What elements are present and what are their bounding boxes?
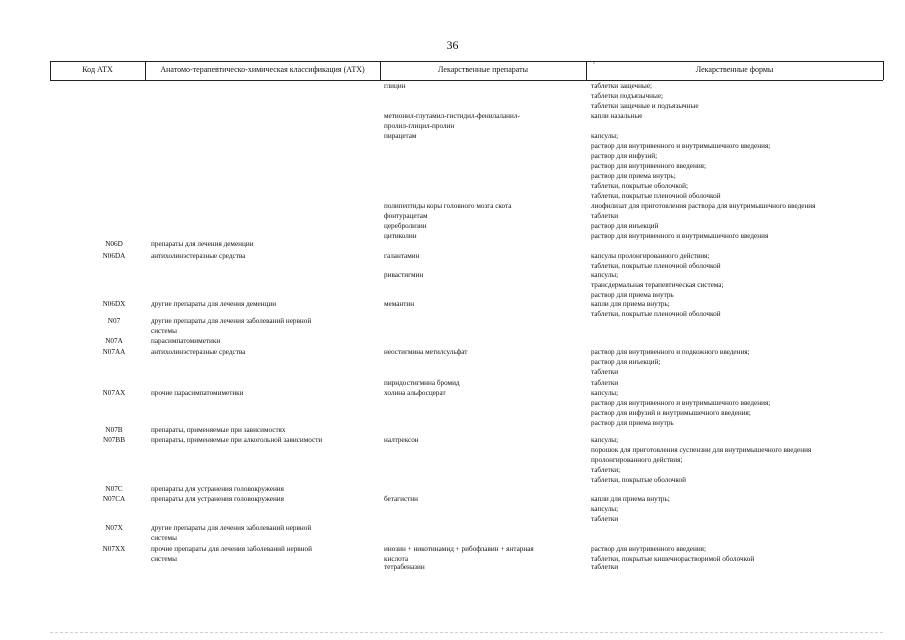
atc-code	[88, 425, 140, 435]
dosage-forms-line: раствор для инфузий и внутримышечного введения;	[591, 409, 751, 417]
atc-code	[88, 251, 140, 261]
drug-name-line: пирацетам	[384, 132, 417, 140]
drug-name-line: пиридостигмина бромид	[384, 379, 460, 387]
dosage-forms-line: таблетки подъязычные;	[591, 92, 664, 100]
dosage-forms-line: капсулы;	[591, 271, 619, 279]
atc-classification-line: другие препараты для лечения заболеваний нервной	[151, 317, 312, 325]
drug-name-line: фонтурацетам	[384, 212, 428, 220]
dosage-forms-line: раствор для инъекций	[591, 222, 659, 230]
drug-name	[384, 270, 584, 280]
dosage-forms	[591, 211, 881, 221]
atc-code-line: N06DX	[102, 300, 126, 308]
dosage-forms-line: раствор для приема внутрь;	[591, 172, 676, 180]
atc-code-line: N07BB	[103, 436, 125, 444]
atc-classification-line: системы	[151, 327, 177, 335]
atc-code-line: N07A	[105, 337, 123, 345]
drug-name	[384, 378, 584, 388]
dosage-forms-line: капли для приема внутрь;	[591, 300, 670, 308]
dosage-forms-line: капсулы;	[591, 436, 619, 444]
dosage-forms	[591, 378, 881, 388]
drug-name	[384, 494, 584, 504]
dosage-forms	[591, 251, 881, 271]
atc-code-line: N07B	[105, 426, 123, 434]
drug-name-line: инозин + никотинамид + рибофлавин + янтарная	[384, 545, 534, 553]
header-code: Код АТХ	[82, 65, 113, 74]
dosage-forms-line: раствор для внутривенного и подкожного введения;	[591, 348, 750, 356]
atc-classification	[151, 251, 371, 261]
dosage-forms-line: таблетки	[591, 379, 619, 387]
dosage-forms-line: таблетки, покрытые пленочной оболочкой	[591, 192, 721, 200]
dosage-forms	[591, 231, 881, 241]
dosage-forms-line: лиофилизат для приготовления раствора для внутримышечного введения	[591, 202, 816, 210]
atc-classification-line: другие препараты для лечения деменции	[151, 300, 277, 308]
dosage-forms-line: капли назальные	[591, 112, 643, 120]
dosage-forms-line: пролонгированного действия;	[591, 456, 683, 464]
drug-name-line: тетрабеназин	[384, 563, 425, 571]
drug-name	[384, 435, 584, 445]
drug-name	[384, 211, 584, 221]
drug-name-line: глицин	[384, 82, 406, 90]
atc-code-line: N07CA	[102, 495, 126, 503]
dosage-forms-line: таблетки;	[591, 466, 621, 474]
atc-classification-line: парасимпатомиметики	[151, 337, 221, 345]
atc-classification-line: антихолинэстеразные средства	[151, 252, 246, 260]
header-divider	[883, 61, 884, 80]
dosage-forms-line: таблетки защечные;	[591, 82, 653, 90]
dosage-forms	[591, 81, 881, 111]
drug-name-line: пролил-глицил-пролин	[384, 122, 455, 130]
atc-code	[88, 523, 140, 533]
atc-classification-line: препараты для лечения деменции	[151, 240, 254, 248]
drug-name	[384, 111, 584, 131]
drug-name-line: цитиколин	[384, 232, 417, 240]
atc-classification	[151, 435, 371, 445]
drug-name	[384, 81, 584, 91]
atc-classification-line: системы	[151, 555, 177, 563]
drug-name	[384, 251, 584, 261]
dosage-forms-line: таблетки, покрытые оболочкой;	[591, 182, 688, 190]
drug-name	[384, 231, 584, 241]
atc-code	[88, 388, 140, 398]
dosage-forms	[591, 131, 881, 201]
atc-classification-line: препараты, применяемые при зависимостях	[151, 426, 286, 434]
dosage-forms-line: раствор для приема внутрь	[591, 419, 674, 427]
header-top-rule	[50, 61, 883, 62]
atc-classification-line: другие препараты для лечения заболеваний нервной	[151, 524, 312, 532]
atc-code-line: N07	[107, 317, 121, 325]
atc-classification	[151, 336, 371, 346]
atc-code-line: N07C	[105, 485, 123, 493]
atc-code-line: N07AX	[102, 389, 126, 397]
dosage-forms-line: раствор для внутривенного и внутримышечного введения	[591, 232, 769, 240]
atc-classification	[151, 425, 371, 435]
page-number: 36	[446, 38, 459, 52]
atc-code	[88, 544, 140, 554]
dosage-forms-line: раствор для приема внутрь	[591, 291, 674, 299]
drug-name-line: кислота	[384, 555, 409, 563]
drug-name-line: галантамин	[384, 252, 420, 260]
dosage-forms	[591, 494, 881, 524]
dosage-forms	[591, 221, 881, 231]
drug-name-line: мемантин	[384, 300, 415, 308]
atc-code-line: N07AA	[102, 348, 126, 356]
dosage-forms	[591, 299, 881, 319]
atc-classification-line: прочие препараты для лечения заболеваний нервной	[151, 545, 312, 553]
header-drugs: Лекарственные препараты	[438, 65, 528, 74]
atc-classification-line: препараты для устранения головокружения	[151, 495, 284, 503]
drug-name-line: ривастигмин	[384, 271, 424, 279]
dosage-forms	[591, 347, 881, 377]
atc-classification-line: прочие парасимпатомиметики	[151, 389, 244, 397]
header-classification: Анатомо-терапевтическо-химическая классификация (АТХ)	[160, 65, 365, 74]
dosage-forms-line: капсулы пролонгированного действия;	[591, 252, 710, 260]
drug-name	[384, 388, 584, 398]
header-forms: Лекарственные формы	[695, 65, 774, 74]
atc-code-line: N06DA	[102, 252, 126, 260]
drug-name	[384, 221, 584, 231]
dosage-forms-line: капли для приема внутрь;	[591, 495, 670, 503]
atc-classification	[151, 523, 371, 543]
atc-classification	[151, 544, 371, 564]
atc-classification-line: системы	[151, 534, 177, 542]
atc-classification-line: препараты, применяемые при алкогольной зависимости	[151, 436, 323, 444]
atc-classification-line: препараты для устранения головокружения	[151, 485, 284, 493]
drug-name-line: холина альфосцерат	[384, 389, 446, 397]
atc-classification	[151, 239, 371, 249]
drug-name	[384, 299, 584, 309]
dosage-forms	[591, 111, 881, 121]
dosage-forms-line: таблетки, покрытые оболочкой	[591, 476, 686, 484]
drug-name-line: налтрексон	[384, 436, 419, 444]
dosage-forms-line: трансдермальная терапевтическая система;	[591, 281, 724, 289]
atc-classification	[151, 299, 371, 309]
dosage-forms-line: таблетки	[591, 368, 619, 376]
atc-code	[88, 299, 140, 309]
drug-name	[384, 201, 584, 211]
atc-classification	[151, 484, 371, 494]
dosage-forms-line: таблетки	[591, 212, 619, 220]
drug-name-line: метионил-глутамил-гистидил-фенилаланил-	[384, 112, 520, 120]
dosage-forms-line: раствор для внутривенного введения;	[591, 545, 706, 553]
atc-code	[88, 435, 140, 445]
drug-name	[384, 544, 584, 564]
drug-name	[384, 131, 584, 141]
scan-edge-line	[50, 632, 883, 633]
dosage-forms-line: таблетки, покрытые пленочной оболочкой	[591, 310, 721, 318]
dosage-forms-line: капсулы;	[591, 505, 619, 513]
atc-classification	[151, 316, 371, 336]
drug-name	[384, 562, 584, 572]
dosage-forms-line: раствор для инфузий;	[591, 152, 658, 160]
drug-name-line: церебролизин	[384, 222, 427, 230]
dosage-forms-line: порошок для приготовления суспензии для внутримышечного введения	[591, 446, 812, 454]
dosage-forms	[591, 201, 881, 211]
dosage-forms-line: таблетки, покрытые пленочной оболочкой	[591, 262, 721, 270]
drug-name	[384, 347, 584, 357]
dosage-forms-line: раствор для инъекций;	[591, 358, 661, 366]
atc-code	[88, 347, 140, 357]
atc-code	[88, 336, 140, 346]
atc-code	[88, 316, 140, 326]
dosage-forms-line: таблетки	[591, 515, 619, 523]
dosage-forms-line: капсулы;	[591, 132, 619, 140]
atc-code	[88, 494, 140, 504]
dosage-forms-line: раствор для внутривенного и внутримышечного введения;	[591, 399, 771, 407]
atc-classification	[151, 388, 371, 398]
dosage-forms-line: таблетки, покрытые кишечнорастворимой оболочкой	[591, 555, 755, 563]
dosage-forms	[591, 544, 881, 564]
dosage-forms-line: таблетки защечные и подъязычные	[591, 102, 699, 110]
atc-code	[88, 484, 140, 494]
dosage-forms	[591, 388, 881, 428]
dosage-forms	[591, 435, 881, 485]
drug-name-line: неостигмина метилсульфат	[384, 348, 468, 356]
dosage-forms-line: раствор для внутривенного введения;	[591, 162, 706, 170]
dosage-forms	[591, 562, 881, 572]
dosage-forms	[591, 270, 881, 300]
dosage-forms-line: капсулы;	[591, 389, 619, 397]
drug-name-line: бетагистин	[384, 495, 418, 503]
atc-code-line: N07XX	[102, 545, 126, 553]
atc-classification-line: антихолинэстеразные средства	[151, 348, 246, 356]
atc-code	[88, 239, 140, 249]
atc-classification	[151, 347, 371, 357]
dosage-forms-line: таблетки	[591, 563, 619, 571]
dosage-forms-line: раствор для внутривенного и внутримышечного введения;	[591, 142, 771, 150]
header-dot-mark: ·	[592, 59, 596, 68]
atc-classification	[151, 494, 371, 504]
atc-code-line: N07X	[105, 524, 123, 532]
atc-code-line: N06D	[105, 240, 123, 248]
drug-name-line: полипептиды коры головного мозга скота	[384, 202, 512, 210]
